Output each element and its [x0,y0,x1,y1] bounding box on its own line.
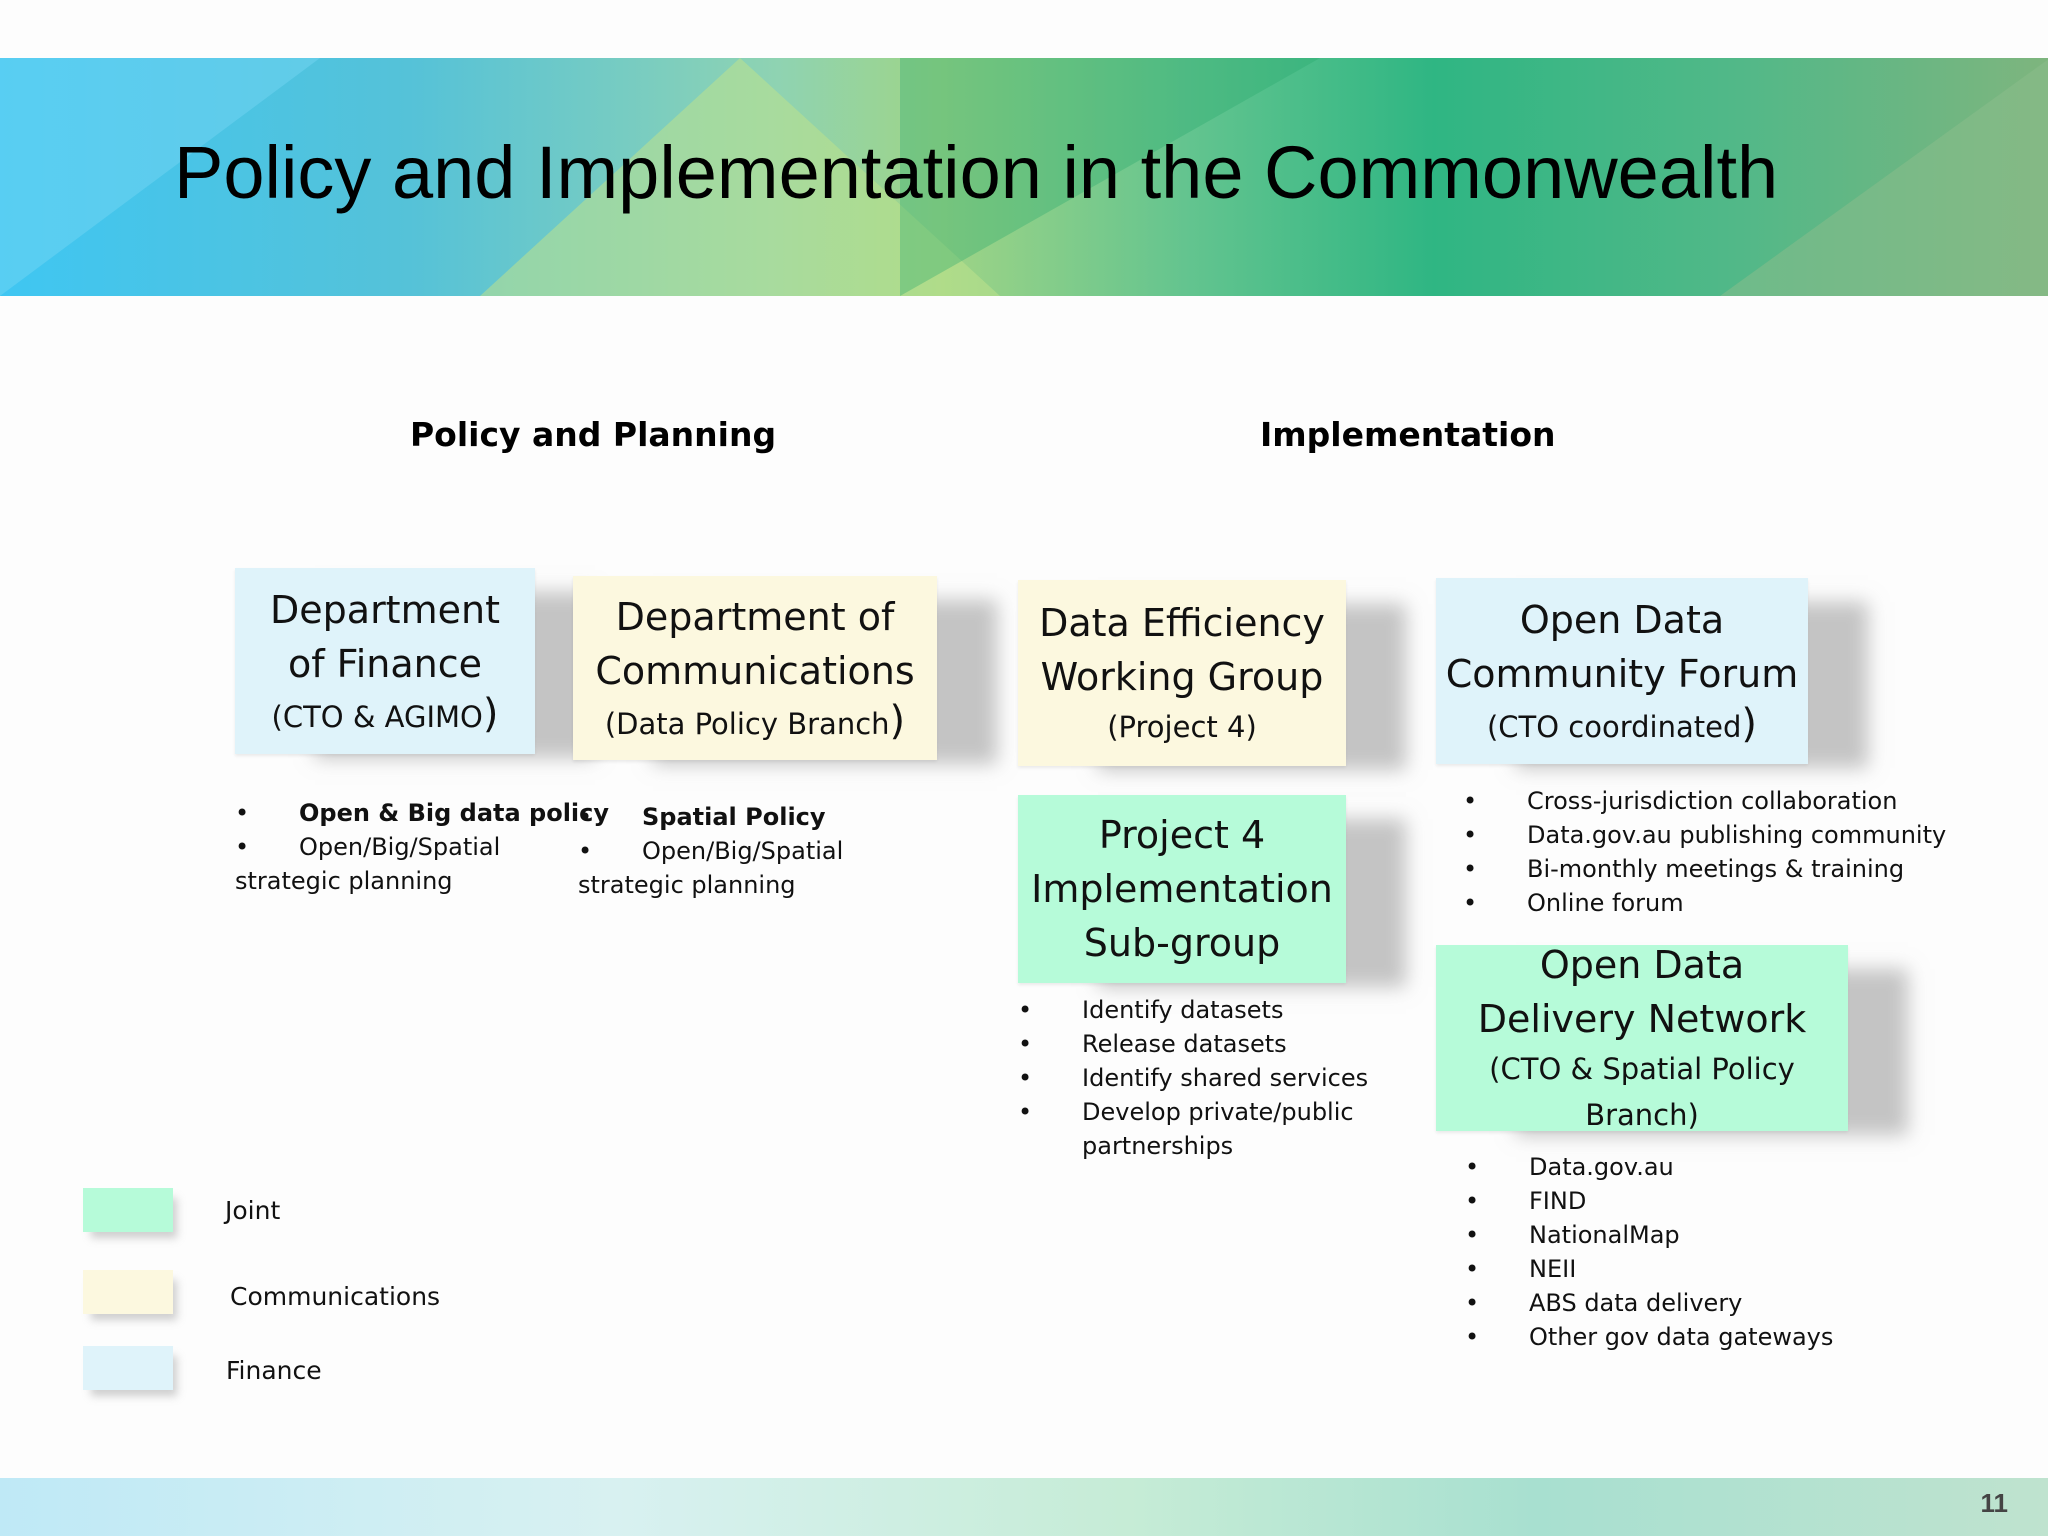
delivery-bullet-list [1465,1150,1833,1354]
list-item: • FIND [1465,1184,1833,1218]
legend-label-finance: Finance [226,1356,322,1385]
list-item: • Release datasets [1018,1027,1368,1061]
open-data-community-forum-box [1436,578,1808,764]
box-name: Department [270,587,500,632]
open-data-delivery-network-box [1436,945,1848,1131]
list-item-continuation: partnerships [1082,1132,1234,1160]
list-item: • Identify shared services [1018,1061,1368,1095]
box-name: Project 4 [1098,813,1266,857]
project-4-bullet-list [1018,993,1368,1163]
legend-swatch-communications [83,1270,173,1314]
legend-swatch-finance [83,1346,173,1390]
list-item: • Open & Big data policy [235,796,609,830]
footer-band [0,1478,2048,1536]
box-name: of Finance [287,641,483,686]
box-name: Department of [615,594,895,639]
project-4-implementation-subgroup-box [1018,795,1346,983]
slide-title: Policy and Implementation in the Commonwealth [174,131,1779,214]
box-name: Open Data [1539,943,1745,987]
list-item: • Cross-jurisdiction collaboration [1463,784,1946,818]
list-item: • Open/Big/Spatial strategic planning [235,830,609,898]
legend-swatch-joint [83,1188,173,1232]
data-efficiency-working-group-box [1018,580,1346,766]
legend-label-communications: Communications [230,1282,441,1311]
box-subtitle: (CTO & AGIMO) [271,690,499,737]
legend-label-joint: Joint [225,1196,281,1225]
box-name: Delivery Network [1477,997,1807,1041]
list-item: • Data.gov.au publishing community [1463,818,1946,852]
box-name: Sub-group [1083,921,1281,965]
box-subtitle: (Project 4) [1107,710,1257,744]
list-item: • Identify datasets [1018,993,1368,1027]
box-name: Data Efficiency [1039,601,1325,645]
policy-planning-heading: Policy and Planning [410,415,777,454]
forum-bullet-list [1463,784,1946,920]
box-subtitle: (Data Policy Branch) [604,697,906,744]
list-item: • NEII [1465,1252,1833,1286]
finance-bullet-list [235,796,609,898]
box-name: Working Group [1040,655,1324,699]
box-subtitle: (CTO & Spatial Policy Branch) [1489,1052,1795,1132]
list-item: • ABS data delivery [1465,1286,1833,1320]
department-of-communications-box [573,576,937,760]
list-item: • Develop private/public [1018,1095,1368,1129]
list-item: • Open/Big/Spatial strategic planning [578,834,843,902]
page-number: 11 [1980,1488,2008,1518]
implementation-heading: Implementation [1260,415,1556,454]
list-item: • Other gov data gateways [1465,1320,1833,1354]
communications-bullet-list [578,800,843,902]
list-item: • Bi-monthly meetings & training [1463,852,1946,886]
box-name: Communications [595,648,915,693]
list-item: • NationalMap [1465,1218,1833,1252]
list-item: • Online forum [1463,886,1946,920]
box-subtitle: (CTO coordinated) [1486,700,1757,747]
box-name: Implementation [1031,867,1333,911]
box-name: Open Data [1519,597,1725,642]
list-item: • Spatial Policy [578,800,843,834]
department-of-finance-box [235,568,535,754]
list-item: • Data.gov.au [1465,1150,1833,1184]
box-name: Community Forum [1445,651,1799,696]
